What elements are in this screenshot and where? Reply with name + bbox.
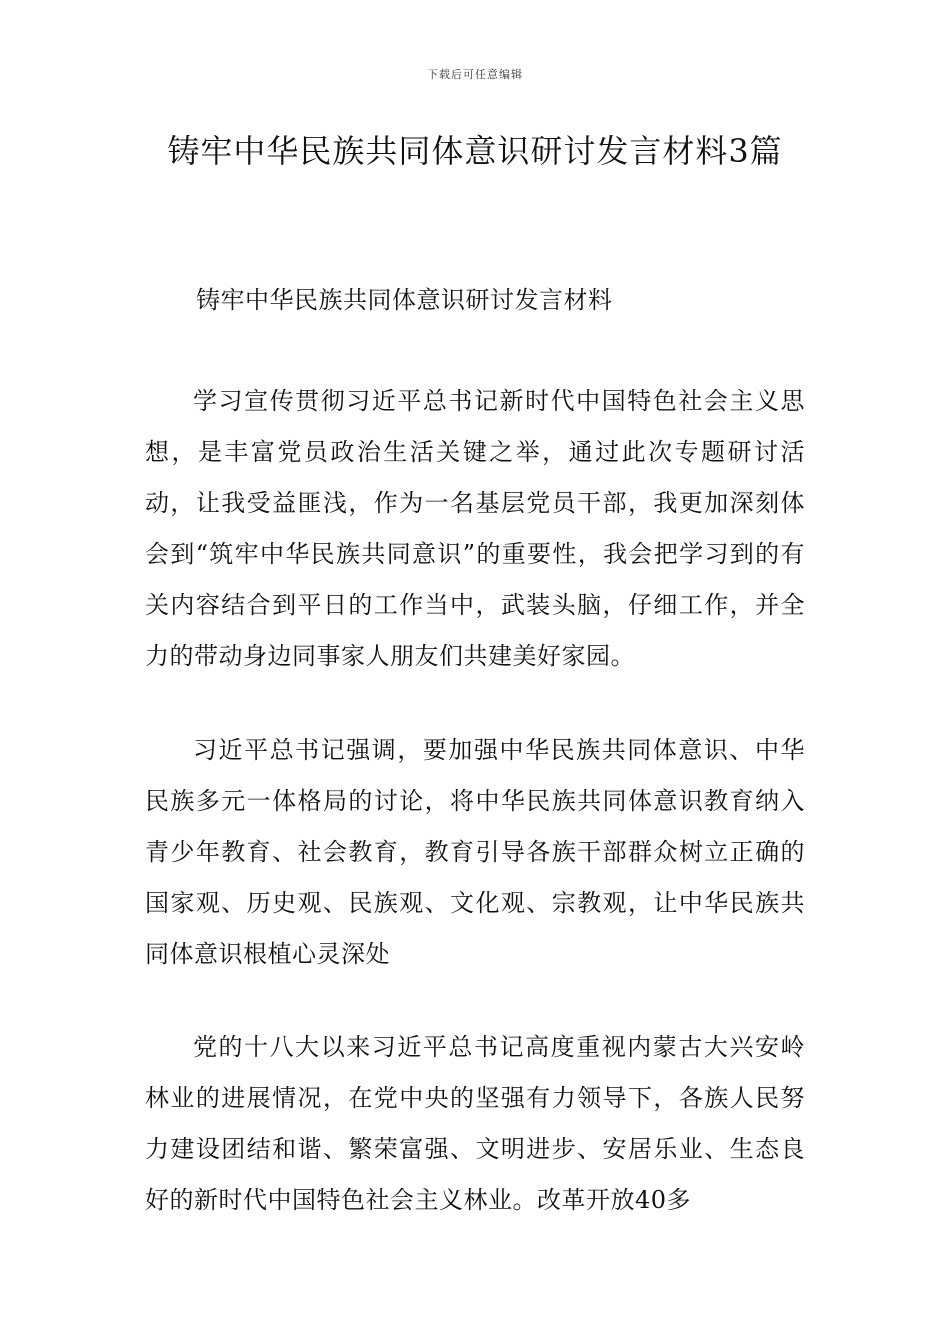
body-paragraph-3: 党的十八大以来习近平总书记高度重视内蒙古大兴安岭林业的进展情况，在党中央的坚强有力领导下，各族人民努力建设团结和谐、繁荣富强、文明进步、安居乐业、生态良好的新时代中国特色社会主义林业。改革开放40多 — [145, 1033, 805, 1214]
header-note: 下载后可任意编辑 — [427, 68, 523, 81]
body-paragraph-1: 学习宣传贯彻习近平总书记新时代中国特色社会主义思想，是丰富党员政治生活关键之举，通过此次专题研讨活动，让我受益匪浅，作为一名基层党员干部，我更加深刻体会到“筑牢中华民族共同意识”的重要性，我会把学习到的有关内容结合到平日的工作当中，武装头脑，仔细工作，并全力的带动身边同事家人朋友们共建美好家园。 — [145, 387, 805, 670]
document-subtitle: 铸牢中华民族共同体意识研讨发言材料 — [196, 286, 613, 314]
document-title: 铸牢中华民族共同体意识研讨发言材料3篇 — [167, 132, 783, 170]
body-paragraph-2: 习近平总书记强调，要加强中华民族共同体意识、中华民族多元一体格局的讨论，将中华民族共同体意识教育纳入青少年教育、社会教育，教育引导各族干部群众树立正确的国家观、历史观、民族观、文化观、宗教观，让中华民族共同体意识根植心灵深处 — [145, 736, 805, 968]
